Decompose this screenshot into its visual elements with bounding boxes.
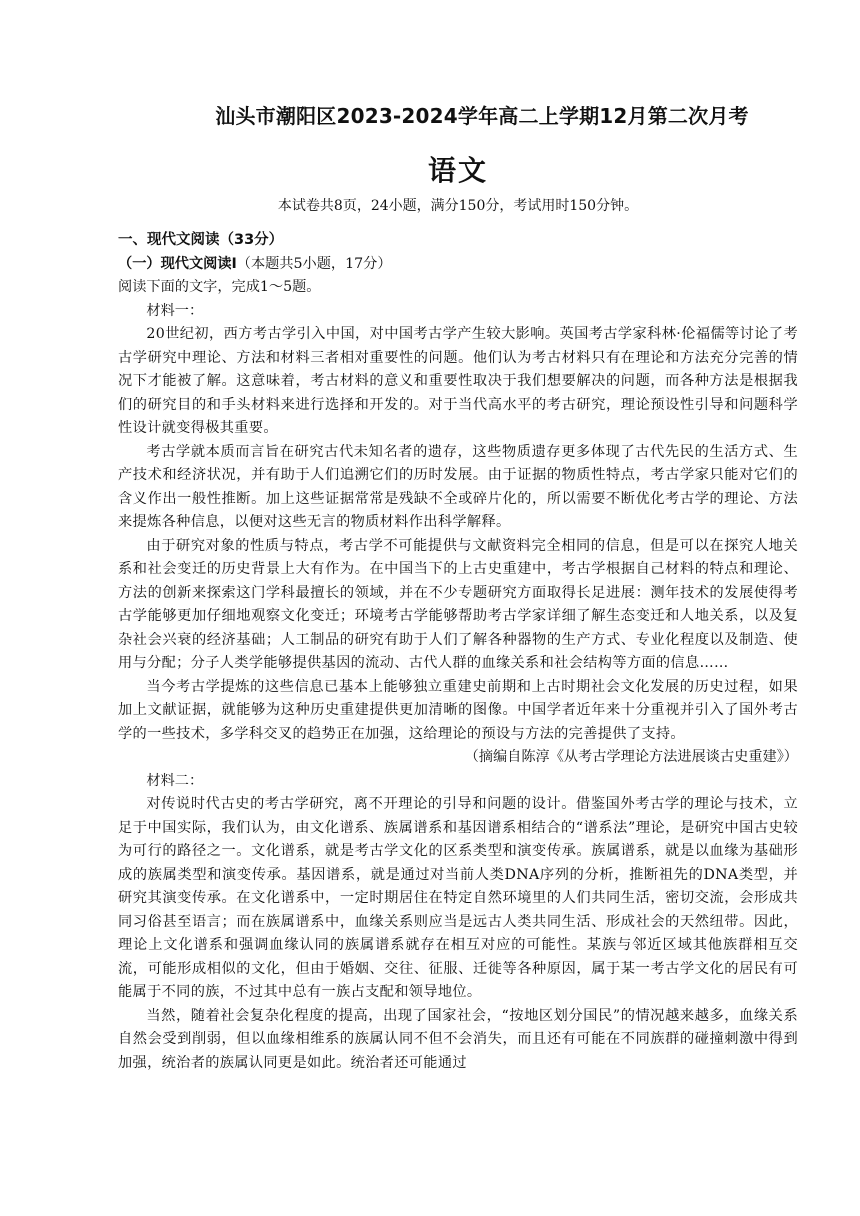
subsection-note: （本题共5小题，17分） [236,255,392,272]
material2-label: 材料二： [146,772,204,789]
material1-paragraph: 考古学就本质而言旨在研究古代未知名者的遗存，这些物质遗存更多体现了古代先民的生活方式、生产技术和经济状况，并有助于人们追溯它们的历时发展。由于证据的物质性特点，考古学家只能对它们的含义作出一般性推断。加上这些证据常常是残缺不全或碎片化的，所以需要不断优化考古学的理论、方法来提炼各种信息，以便对这些无言的物质材料作出科学解释。 [118,443,798,530]
material1-paragraph: 当今考古学提炼的这些信息已基本上能够独立重建史前期和上古时期社会文化发展的历史过程，如果加上文献证据，就能够为这种历史重建提供更加清晰的图像。中国学者近年来十分重视并引入了国外考古学的一些技术，多学科交叉的趋势正在加强，这给理论的预设与方法的完善提供了支持。 [118,678,798,742]
material1-paragraph: 20世纪初，西方考古学引入中国，对中国考古学产生较大影响。英国考古学家科林·伦福儒等讨论了考古学研究中理论、方法和材料三者相对重要性的问题。他们认为考古材料只有在理论和方法充分完善的情况下才能被了解。这意味着，考古材料的意义和重要性取决于我们想要解决的问题，而各种方法是根据我们的研究目的和手头材料来进行选择和开发的。对于当代高水平的考古研究，理论预设性引导和问题科学性设计就变得极其重要。 [118,326,798,436]
section-heading: 一、现代文阅读（33分） [118,232,284,248]
exam-title: 汕头市潮阳区2023-2024学年高二上学期12月第二次月考 [215,104,749,128]
material1-label: 材料一： [146,302,204,319]
material2-paragraph: 当然，随着社会复杂化程度的提高，出现了国家社会，“按地区划分国民”的情况越来越多，血缘关系自然会受到削弱，但以血缘相维系的族属认同不但不会消失，而且还有可能在不同族群的碰撞刺激中得到加强，统治者的族属认同更是如此。统治者还可能通过 [118,1007,798,1071]
subsection-heading [118,253,798,277]
subsection-label: （一）现代文阅读Ⅰ [118,255,237,272]
reading-instruction: 阅读下面的文字，完成1～5题。 [118,279,321,295]
subject-title: 语文 [427,154,488,187]
material2-paragraph: 对传说时代古史的考古学研究，离不开理论的引导和问题的设计。借鉴国外考古学的理论与技术，立足于中国实际，我们认为，由文化谱系、族属谱系和基因谱系相结合的“谱系法”理论，是研究中国古史较为可行的路径之一。文化谱系，就是考古学文化的区系类型和演变传承。族属谱系，就是以血缘为基础形成的族属类型和演变传承。基因谱系，就是通过对当前人类DNA序列的分析，推断祖先的DNA类型，并研究其演变传承。在文化谱系中，一定时期居住在特定自然环境里的人们共同生活，密切交流，会形成共同习俗甚至语言；而在族属谱系中，血缘关系则应当是远古人类共同生活、形成社会的天然纽带。因此，理论上文化谱系和强调血缘认同的族属谱系就存在相互对应的可能性。某族与邻近区域其他族群相互交流，可能形成相似的文化，但由于婚姻、交往、征服、迁徙等各种原因，属于某一考古学文化的居民有可能属于不同的族，不过其中总有一族占支配和领导地位。 [118,796,798,1000]
exam-body [118,229,798,1075]
material1-source: （摘编自陈淳《从考古学理论方法进展谈古史重建》） [464,749,798,765]
material1-paragraph: 由于研究对象的性质与特点，考古学不可能提供与文献资料完全相同的信息，但是可以在探究人地关系和社会变迁的历史背景上大有作为。在中国当下的上古史重建中，考古学根据自己材料的特点和理论、方法的创新来探索这门学科最擅长的领域，并在不少专题研究方面取得长足进展：测年技术的发展使得考古学能够更加仔细地观察文化变迁；环境考古学能够帮助考古学家详细了解生态变迁和人地关系，以及复杂社会兴衰的经济基础；人工制品的研究有助于人们了解各种器物的生产方式、专业化程度以及制造、使用与分配；分子人类学能够提供基因的流动、古代人群的血缘关系和社会结构等方面的信息…… [118,537,798,671]
exam-info: 本试卷共8页，24小题，满分150分，考试用时150分钟。 [277,198,639,214]
